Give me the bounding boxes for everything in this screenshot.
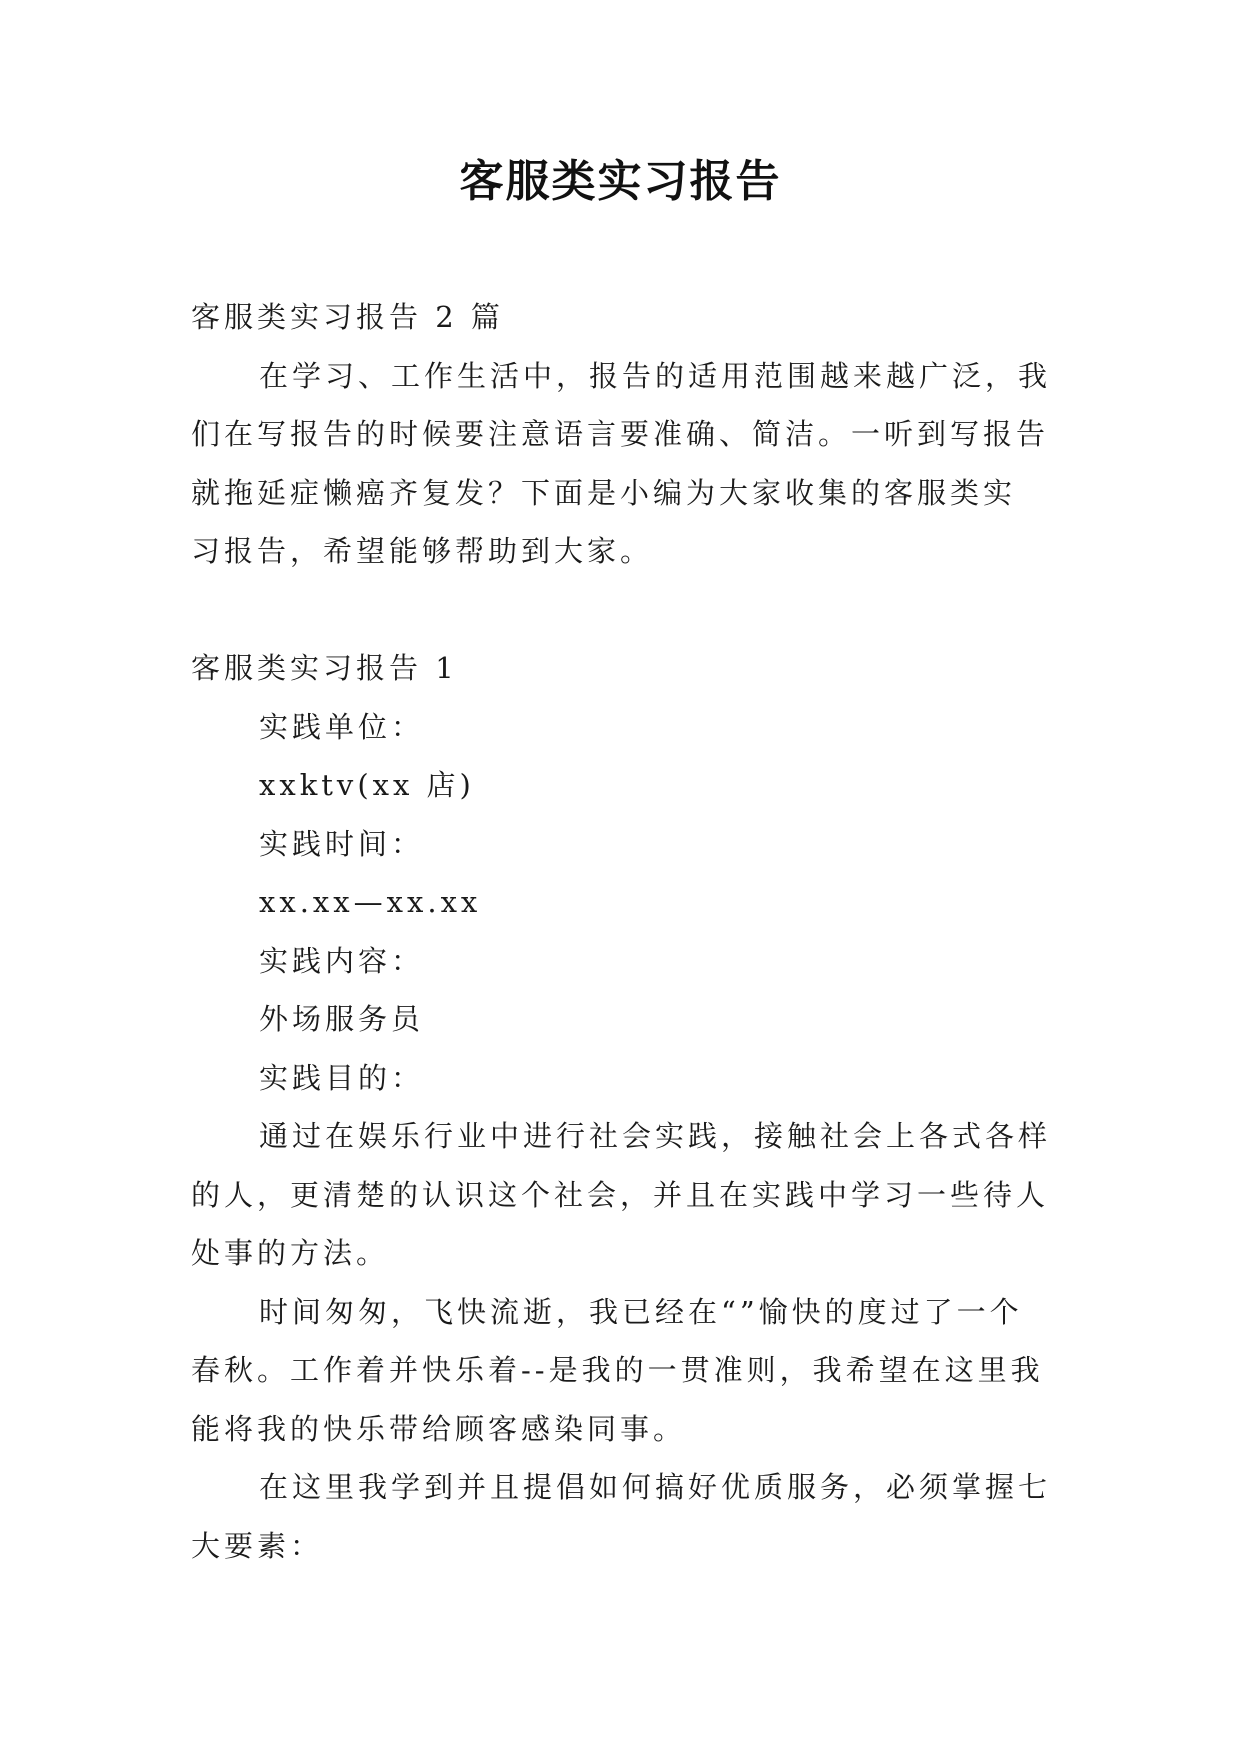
body-line: 实践内容： [259,943,425,978]
body-line: xx.xx—xx.xx [259,885,482,919]
document-body [191,288,1051,1575]
body-line: 实践目的： [259,1060,425,1095]
body-line: 处事的方法。 [191,1236,390,1270]
paragraph-gap [191,581,1051,640]
document-title: 客服类实习报告 [459,156,782,207]
body-line: 能将我的快乐带给顾客感染同事。 [191,1411,687,1446]
body-line: xxktv(xx 店) [259,768,475,802]
body-line: 大要素： [191,1528,324,1563]
body-line: 外场服务员 [259,1002,425,1036]
body-line: 在学习、工作生活中，报告的适用范围越来越广泛，我 [259,358,1052,393]
body-line: 客服类实习报告 2 篇 [191,300,504,334]
body-line: 们在写报告的时候要注意语言要准确、简洁。一听到写报告 [191,417,1050,451]
body-line: 实践单位： [259,709,425,744]
body-line: 习报告，希望能够帮助到大家。 [191,534,654,568]
body-line: 春秋。工作着并快乐着--是我的一贯准则，我希望在这里我 [191,1353,1044,1387]
body-line: 时间匆匆，飞快流逝，我已经在“”愉快的度过了一个 [259,1294,1023,1329]
section-heading: 客服类实习报告 1 [191,651,458,685]
body-line: 的人，更清楚的认识这个社会，并且在实践中学习一些待人 [191,1177,1050,1212]
body-line: 通过在娱乐行业中进行社会实践，接触社会上各式各样 [259,1119,1052,1153]
body-line: 在这里我学到并且提倡如何搞好优质服务，必须掌握七 [259,1470,1052,1504]
body-line: 实践时间： [259,826,425,861]
body-line: 就拖延症懒癌齐复发？下面是小编为大家收集的客服类实 [191,475,1017,510]
